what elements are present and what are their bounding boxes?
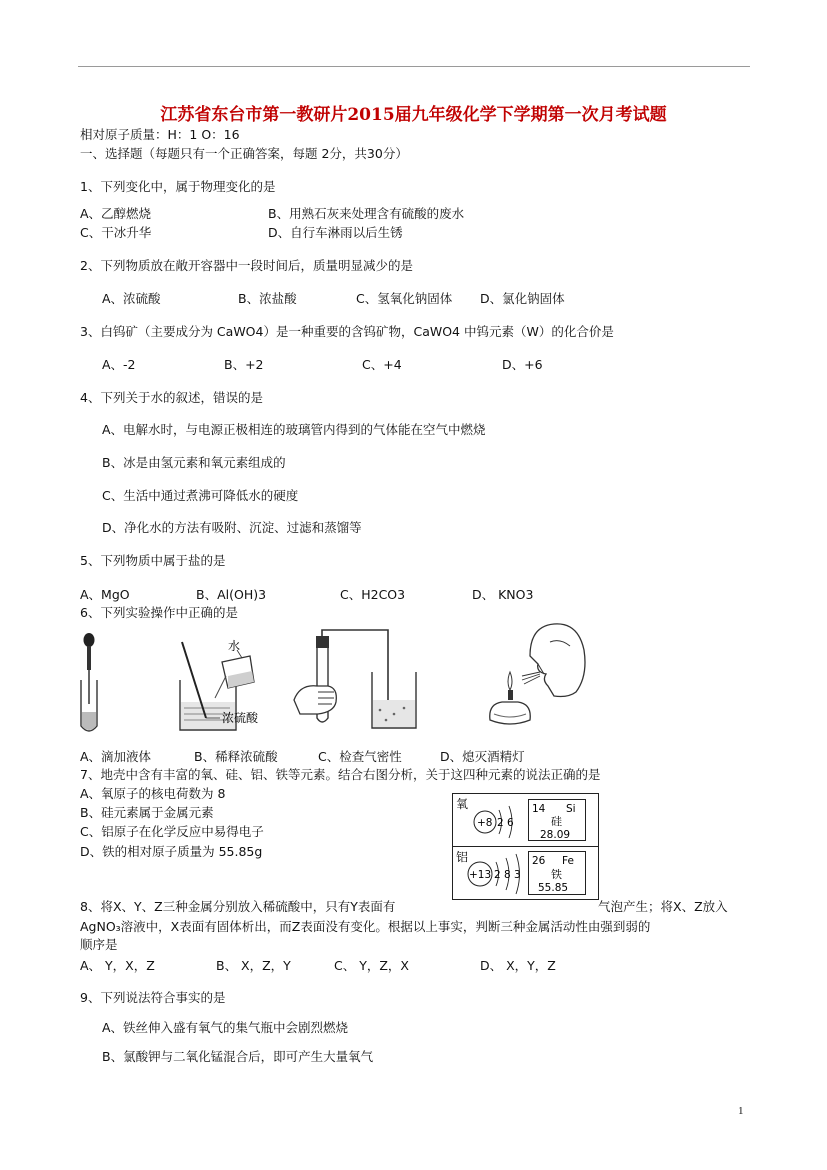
page-number: 1 bbox=[738, 1105, 744, 1117]
q6-option-c: C、检查气密性 bbox=[318, 749, 402, 764]
element-info-figure bbox=[452, 793, 600, 901]
q4-option-b: B、冰是由氢元素和氧元素组成的 bbox=[102, 455, 286, 470]
airtightness-figure bbox=[290, 628, 430, 736]
q9-option-b: B、氯酸钾与二氧化锰混合后，即可产生大量氧气 bbox=[102, 1049, 374, 1064]
q7-option-b: B、硅元素属于金属元素 bbox=[80, 805, 214, 820]
q5-option-d: D、 KNO3 bbox=[472, 587, 534, 602]
q1-option-a: A、乙醇燃烧 bbox=[80, 206, 152, 221]
dropper-figure bbox=[74, 630, 108, 736]
q7-option-a: A、氧原子的核电荷数为 8 bbox=[80, 786, 226, 801]
q1-option-b: B、用熟石灰来处理含有硫酸的废水 bbox=[268, 206, 465, 221]
q2-option-a: A、浓硫酸 bbox=[102, 291, 161, 306]
q6-option-d: D、熄灭酒精灯 bbox=[440, 749, 525, 764]
q1-option-d: D、自行车淋雨以后生锈 bbox=[268, 225, 403, 240]
q8-option-a: A、 Y，X，Z bbox=[80, 958, 155, 973]
q8-line3: 顺序是 bbox=[80, 937, 118, 952]
page-title: 江苏省东台市第一教研片2015届九年级化学下学期第一次月考试题 bbox=[160, 105, 667, 125]
q9-option-a: A、铁丝伸入盛有氧气的集气瓶中会剧烈燃烧 bbox=[102, 1020, 349, 1035]
q2-option-c: C、氢氧化钠固体 bbox=[356, 291, 453, 306]
fe-number: 26 bbox=[532, 855, 546, 867]
q8-line1-start: 8、将X、Y、Z三种金属分别放入稀硫酸中，只有Y表面有 bbox=[80, 899, 396, 914]
q1-option-c: C、干冰升华 bbox=[80, 225, 152, 240]
si-name: 硅 bbox=[551, 815, 562, 828]
q8-line2: AgNO₃溶液中，X表面有固体析出，而Z表面没有变化。根据以上事实，判断三种金属活动性由强到弱的 bbox=[80, 919, 651, 934]
q4-option-a: A、电解水时，与电源正极相连的玻璃管内得到的气体能在空气中燃烧 bbox=[102, 422, 486, 437]
q3-option-d: D、+6 bbox=[502, 357, 543, 372]
fe-symbol: Fe bbox=[562, 855, 574, 867]
blowing-lamp-figure bbox=[480, 616, 590, 740]
q3-option-b: B、+2 bbox=[224, 357, 264, 372]
q1-stem: 1、下列变化中，属于物理变化的是 bbox=[80, 179, 276, 194]
q2-stem: 2、下列物质放在敞开容器中一段时间后，质量明显减少的是 bbox=[80, 258, 413, 273]
q3-option-c: C、+4 bbox=[362, 357, 402, 372]
aluminium-nucleus: +13 bbox=[469, 869, 492, 881]
oxygen-label: 氧 bbox=[456, 797, 469, 811]
q9-stem: 9、下列说法符合事实的是 bbox=[80, 990, 226, 1005]
q7-stem: 7、地壳中含有丰富的氧、硅、铝、铁等元素。结合右图分析，关于这四种元素的说法正确的是 bbox=[80, 767, 601, 782]
q2-option-b: B、浓盐酸 bbox=[238, 291, 297, 306]
aluminium-label: 铝 bbox=[456, 850, 469, 864]
si-number: 14 bbox=[532, 803, 546, 815]
si-symbol: Si bbox=[566, 803, 576, 815]
q6-option-a: A、滴加液体 bbox=[80, 749, 152, 764]
q3-option-a: A、-2 bbox=[102, 357, 136, 372]
oxygen-shells: 2 6 bbox=[497, 817, 514, 829]
dilution-figure bbox=[170, 632, 288, 736]
q6-option-b: B、稀释浓硫酸 bbox=[194, 749, 278, 764]
q4-stem: 4、下列关于水的叙述，错误的是 bbox=[80, 390, 263, 405]
q5-stem: 5、下列物质中属于盐的是 bbox=[80, 553, 226, 568]
oxygen-nucleus: +8 bbox=[477, 817, 493, 829]
si-mass: 28.09 bbox=[540, 829, 571, 841]
section-heading: 一、选择题（每题只有一个正确答案，每题 2分，共30分） bbox=[80, 146, 408, 161]
q2-option-d: D、氯化钠固体 bbox=[480, 291, 565, 306]
q7-option-d: D、铁的相对原子质量为 55.85g bbox=[80, 844, 263, 859]
q8-line1-end: 气泡产生；将X、Z放入 bbox=[598, 899, 728, 914]
q5-option-b: B、Al(OH)3 bbox=[196, 587, 267, 602]
q5-option-c: C、H2CO3 bbox=[340, 587, 406, 602]
q4-option-c: C、生活中通过煮沸可降低水的硬度 bbox=[102, 488, 299, 503]
acid-label: 浓硫酸 bbox=[222, 711, 259, 725]
fe-name: 铁 bbox=[551, 868, 562, 881]
header-rule bbox=[78, 66, 750, 67]
atomic-mass-note: 相对原子质量：H：1 O：16 bbox=[80, 127, 240, 142]
water-label: 水 bbox=[228, 639, 241, 653]
q3-stem: 3、白钨矿（主要成分为 CaWO4）是一种重要的含钨矿物，CaWO4 中钨元素（W）的化合价是 bbox=[80, 324, 614, 339]
q8-option-b: B、 X，Z，Y bbox=[216, 958, 291, 973]
aluminium-shells: 2 8 3 bbox=[494, 869, 521, 881]
q7-option-c: C、铝原子在化学反应中易得电子 bbox=[80, 824, 264, 839]
q6-stem: 6、下列实验操作中正确的是 bbox=[80, 605, 238, 620]
q5-option-a: A、MgO bbox=[80, 587, 130, 602]
q4-option-d: D、净化水的方法有吸附、沉淀、过滤和蒸馏等 bbox=[102, 520, 362, 535]
fe-mass: 55.85 bbox=[538, 882, 569, 894]
q8-option-d: D、 X，Y，Z bbox=[480, 958, 556, 973]
q8-option-c: C、 Y，Z，X bbox=[334, 958, 409, 973]
